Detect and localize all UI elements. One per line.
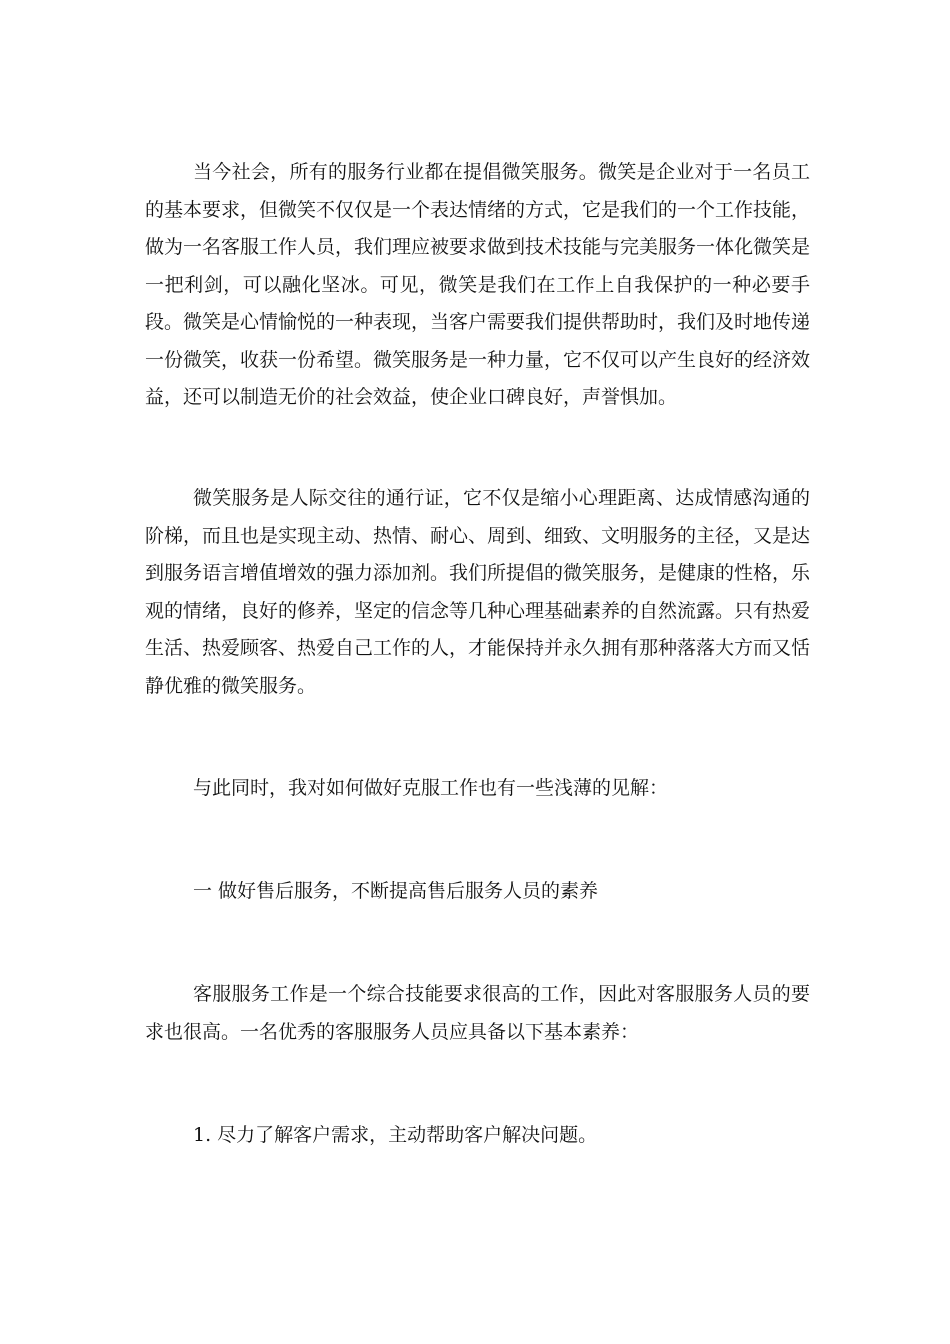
paragraph-service-requirements: 客服服务工作是一个综合技能要求很高的工作，因此对客服服务人员的要求也很高。一名优秀的客服服务人员应具备以下基本素养： <box>145 983 810 1043</box>
paragraph-smile-service-passport: 微笑服务是人际交往的通行证，它不仅是缩小心理距离、达成情感沟通的阶梯，而且也是实现主动、热情、耐心、周到、细致、文明服务的主径，又是达到服务语言增值增效的强力添加剂。我们所提倡的微笑服务，是健康的性格，乐观的情绪，良好的修养，坚定的信念等几种心理基础素养的自然流露。只有热爱生活、热爱顾客、热爱自己工作的人，才能保持并永久拥有那种落落大方而又恬静优雅的微笑服务。 <box>145 487 811 697</box>
paragraph-transition: 与此同时，我对如何做好克服工作也有一些浅薄的见解： <box>193 777 669 799</box>
paragraph-smile-service-intro: 当今社会，所有的服务行业都在提倡微笑服务。微笑是企业对于一名员工的基本要求，但微笑不仅仅是一个表达情绪的方式，它是我们的一个工作技能，做为一名客服工作人员，我们理应被要求做到技术技能与完美服务一体化微笑是一把利剑，可以融化坚冰。可见，微笑是我们在工作上自我保护的一种必要手段。微笑是心情愉悦的一种表现，当客户需要我们提供帮助时，我们及时地传递一份微笑，收获一份希望。微笑服务是一种力量，它不仅可以产生良好的经济效益，还可以制造无价的社会效益，使企业口碑良好，声誉惧加。 <box>145 161 811 408</box>
section-heading-one: 一 做好售后服务，不断提高售后服务人员的素养 <box>193 880 599 902</box>
list-item-one: 1. 尽力了解客户需求，主动帮助客户解决问题。 <box>193 1124 598 1146</box>
